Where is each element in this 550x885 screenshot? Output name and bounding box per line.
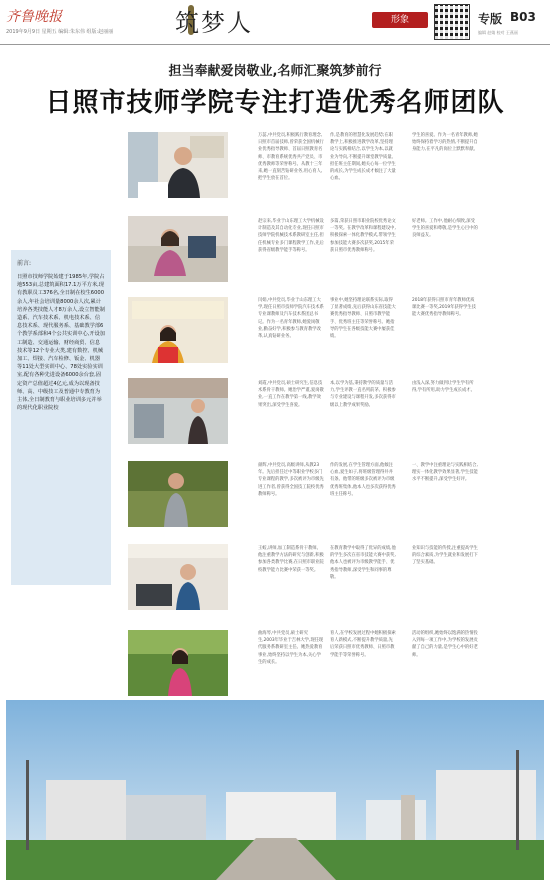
- article-1-col-1: 万蕊,中共党员,积极践行教育理念,日照市首届技师,曾荣获全国机械行业优秀指导教师、首届日照教育名师、市教育系统优秀共产党员、市优秀教师等荣誉称号。从教十三年来,她一直刻苦钻研业务,用心育人,把学生放在首位。: [258, 133, 324, 182]
- article-1-col-2: 作,是教育的智慧化发展趋势;在职教学上,积极推进教学改革,坚持理论与实践相结合,以学生为本,以就业为导向,不断提升课堂教学质量。担任班主任期间,她关心每一位学生的成长,为学生成长成才倾注了大量心血。: [330, 133, 396, 182]
- article-2-col-2: 多篇,荣获日照市职业院校优秀论文一等奖。在教学改革和课程建设中,积极探索一体化教学模式,带领学生参加技能大赛多次获奖,2015年荣获日照市优秀教师称号。: [330, 219, 396, 253]
- article-4-col-1: 刘霞,中共党员,硕士研究生,信息技术系骨干教师。她治学严谨,爱岗敬业,一直工作在教学第一线,教学效果突出,深受学生喜爱。: [258, 381, 324, 408]
- article-7-col-1: 曲海琴,中共党员,硕士研究生,2003年毕业于吉林大学,现任现代服务系教研室主任。她热爱教育事业,始终坚持以学生为本,关心学生的成长。: [258, 631, 324, 665]
- preface-label: 前言:: [17, 260, 32, 267]
- column-title: 筑梦人: [175, 9, 253, 37]
- teacher-photo-5: [128, 461, 228, 527]
- edition-label: 专版: [478, 12, 503, 26]
- teacher-photo-6: [128, 544, 228, 610]
- subtitle: 担当奉献爱岗敬业,名师汇聚筑梦前行: [168, 64, 382, 79]
- article-4-col-3: 由浅入深,努力做到让学生学有所得,学有所用,助力学生成长成才。: [412, 381, 475, 394]
- column-badge: 形象: [372, 12, 428, 28]
- newspaper-logo: 齐鲁晚报: [6, 9, 62, 25]
- campus-photo: [6, 700, 544, 880]
- date-line: 2019年9月9日 星期五 编辑:朱东伟 组版:赵丽丽: [6, 29, 114, 35]
- page-number: B03: [510, 10, 536, 24]
- teacher-photo-4: [128, 378, 228, 444]
- article-3-col-1: 闫娟,中共党员,毕业于山东理工大学,现任日照市技师学院汽车技术系专业课教师及汽车技术系团总书记。作为一名青年教师,她爱岗敬业,勤奋好学,积极参与教育教学改革,认真钻研业务。: [258, 298, 324, 340]
- qr-code-icon: [434, 4, 470, 40]
- article-5-col-1: 颜辉,中共党员,高级讲师,从教23年。先后担任过中等职业学校多门专业课程的教学,多次被评为市级先进工作者,曾获得全国技工院校优秀教师称号。: [258, 463, 324, 497]
- editor-line: 编辑 赵婧 校对 王燕丽: [478, 30, 518, 35]
- teacher-photo-1: [128, 132, 228, 198]
- teacher-photo-3: [128, 297, 228, 363]
- article-3-col-2: 事业中,她坚持理论联系实际,取得了显著成绩,先后获得山东省技能大赛优秀指导教师、日照市教学能手、优秀班主任等荣誉称号。她指导的学生在各级技能大赛中屡获佳绩。: [330, 298, 396, 340]
- headline: 日照市技师学院专注打造优秀名师团队: [45, 88, 505, 118]
- article-6-col-1: 王蛟,讲师,加工制造系骨干教师。他注重教学方法的研究与创新,积极参加各类教学比赛,在日照市职业院校教学能力比赛中荣获一等奖。: [258, 546, 324, 573]
- article-7-col-3: 活动的组织,她始终以饱满的热情投入到每一项工作中,为学校的发展贡献了自己的力量,是学生心中的好老师。: [412, 631, 478, 658]
- article-2-col-3: 好老师。工作中,他耐心细致,深受学生的喜爱和尊敬,是学生心目中的良师益友。: [412, 219, 478, 239]
- article-3-col-3: 2018年获得日照市青年教师优质课比赛一等奖,2019年获得学生技能大赛优秀指导教师称号。: [412, 298, 476, 318]
- article-6-col-2: 在教育教学中取得了优异的成绩,他的学生多次在省市技能大赛中获奖,他本人也被评为市级教学能手、优秀指导教师,深受学生和同事的尊敬。: [330, 546, 396, 580]
- article-5-col-2: 作的发展,在学生管理方面,他倾注心血,爱生如子,将班级管理得井井有条。他带的班级多次被评为市级优秀班集体,他本人也多次获得优秀班主任称号。: [330, 463, 396, 497]
- teacher-photo-2: [128, 216, 228, 282]
- masthead: [0, 0, 550, 45]
- article-6-col-3: 业知识与技能的传授,注重提高学生的综合素质,为学生就业和发展打下了坚实基础。: [412, 546, 478, 566]
- article-7-col-2: 育人,在学校发展过程中她积极探索育人新模式,不断提升教学质量,先后荣获日照市优秀教师、日照市教学能手等荣誉称号。: [330, 631, 396, 658]
- preface-body: 日照市技师学院始建于1985年,学院占地553亩,总建筑面积17.1万平方米,现有教职员工376名,全日制在校生6000余人,年社会培训量8000余人次,累计培养各类技能人才8万余人,设立智能制造系、汽车技术系、机电技术系、信息技术系、现代服务系、基础教学部6个教学系部和4个公共实训中心,开设加工制造、交通运输、财经商贸、信息技术等12个专业大类,建有数控、机械加工、焊接、汽车检修、钣金、机器等11处大型实训中心、78处实验实训室,配有各种先进设备6000余台套,固定资产总值超过4亿元,成为以现备技师、高、中级技工及普通中专教育为主体,全日制教育与职业培训多元并举的现代化职业院校: [17, 274, 105, 412]
- article-5-col-3: 一、教学中注重理论与实践相结合,理实一体化教学效果显著,学生技能水平不断提升,深受学生好评。: [412, 463, 478, 483]
- article-2-col-1: 赵宗来,毕业于山东理工大学机械设计制造及其自动化专业,现任日照市技师学院机械技术系教研室主任,担任机械专业多门课程教学工作,先后获得省级教学能手等称号。: [258, 219, 324, 253]
- article-4-col-2: 本,以学为基,秉持教学的质量与活力,学生评教一直名列前茅。积极参与专业建设与课程开发,多次获得市级以上教学成果奖励。: [330, 381, 396, 408]
- teacher-photo-7: [128, 630, 228, 696]
- article-1-col-3: 学生的喜爱。作为一名青年教师,她始终保持着学习的热情,不断提升自身能力,在平凡的岗位上默默奉献。: [412, 133, 478, 153]
- preface-box: [11, 250, 111, 585]
